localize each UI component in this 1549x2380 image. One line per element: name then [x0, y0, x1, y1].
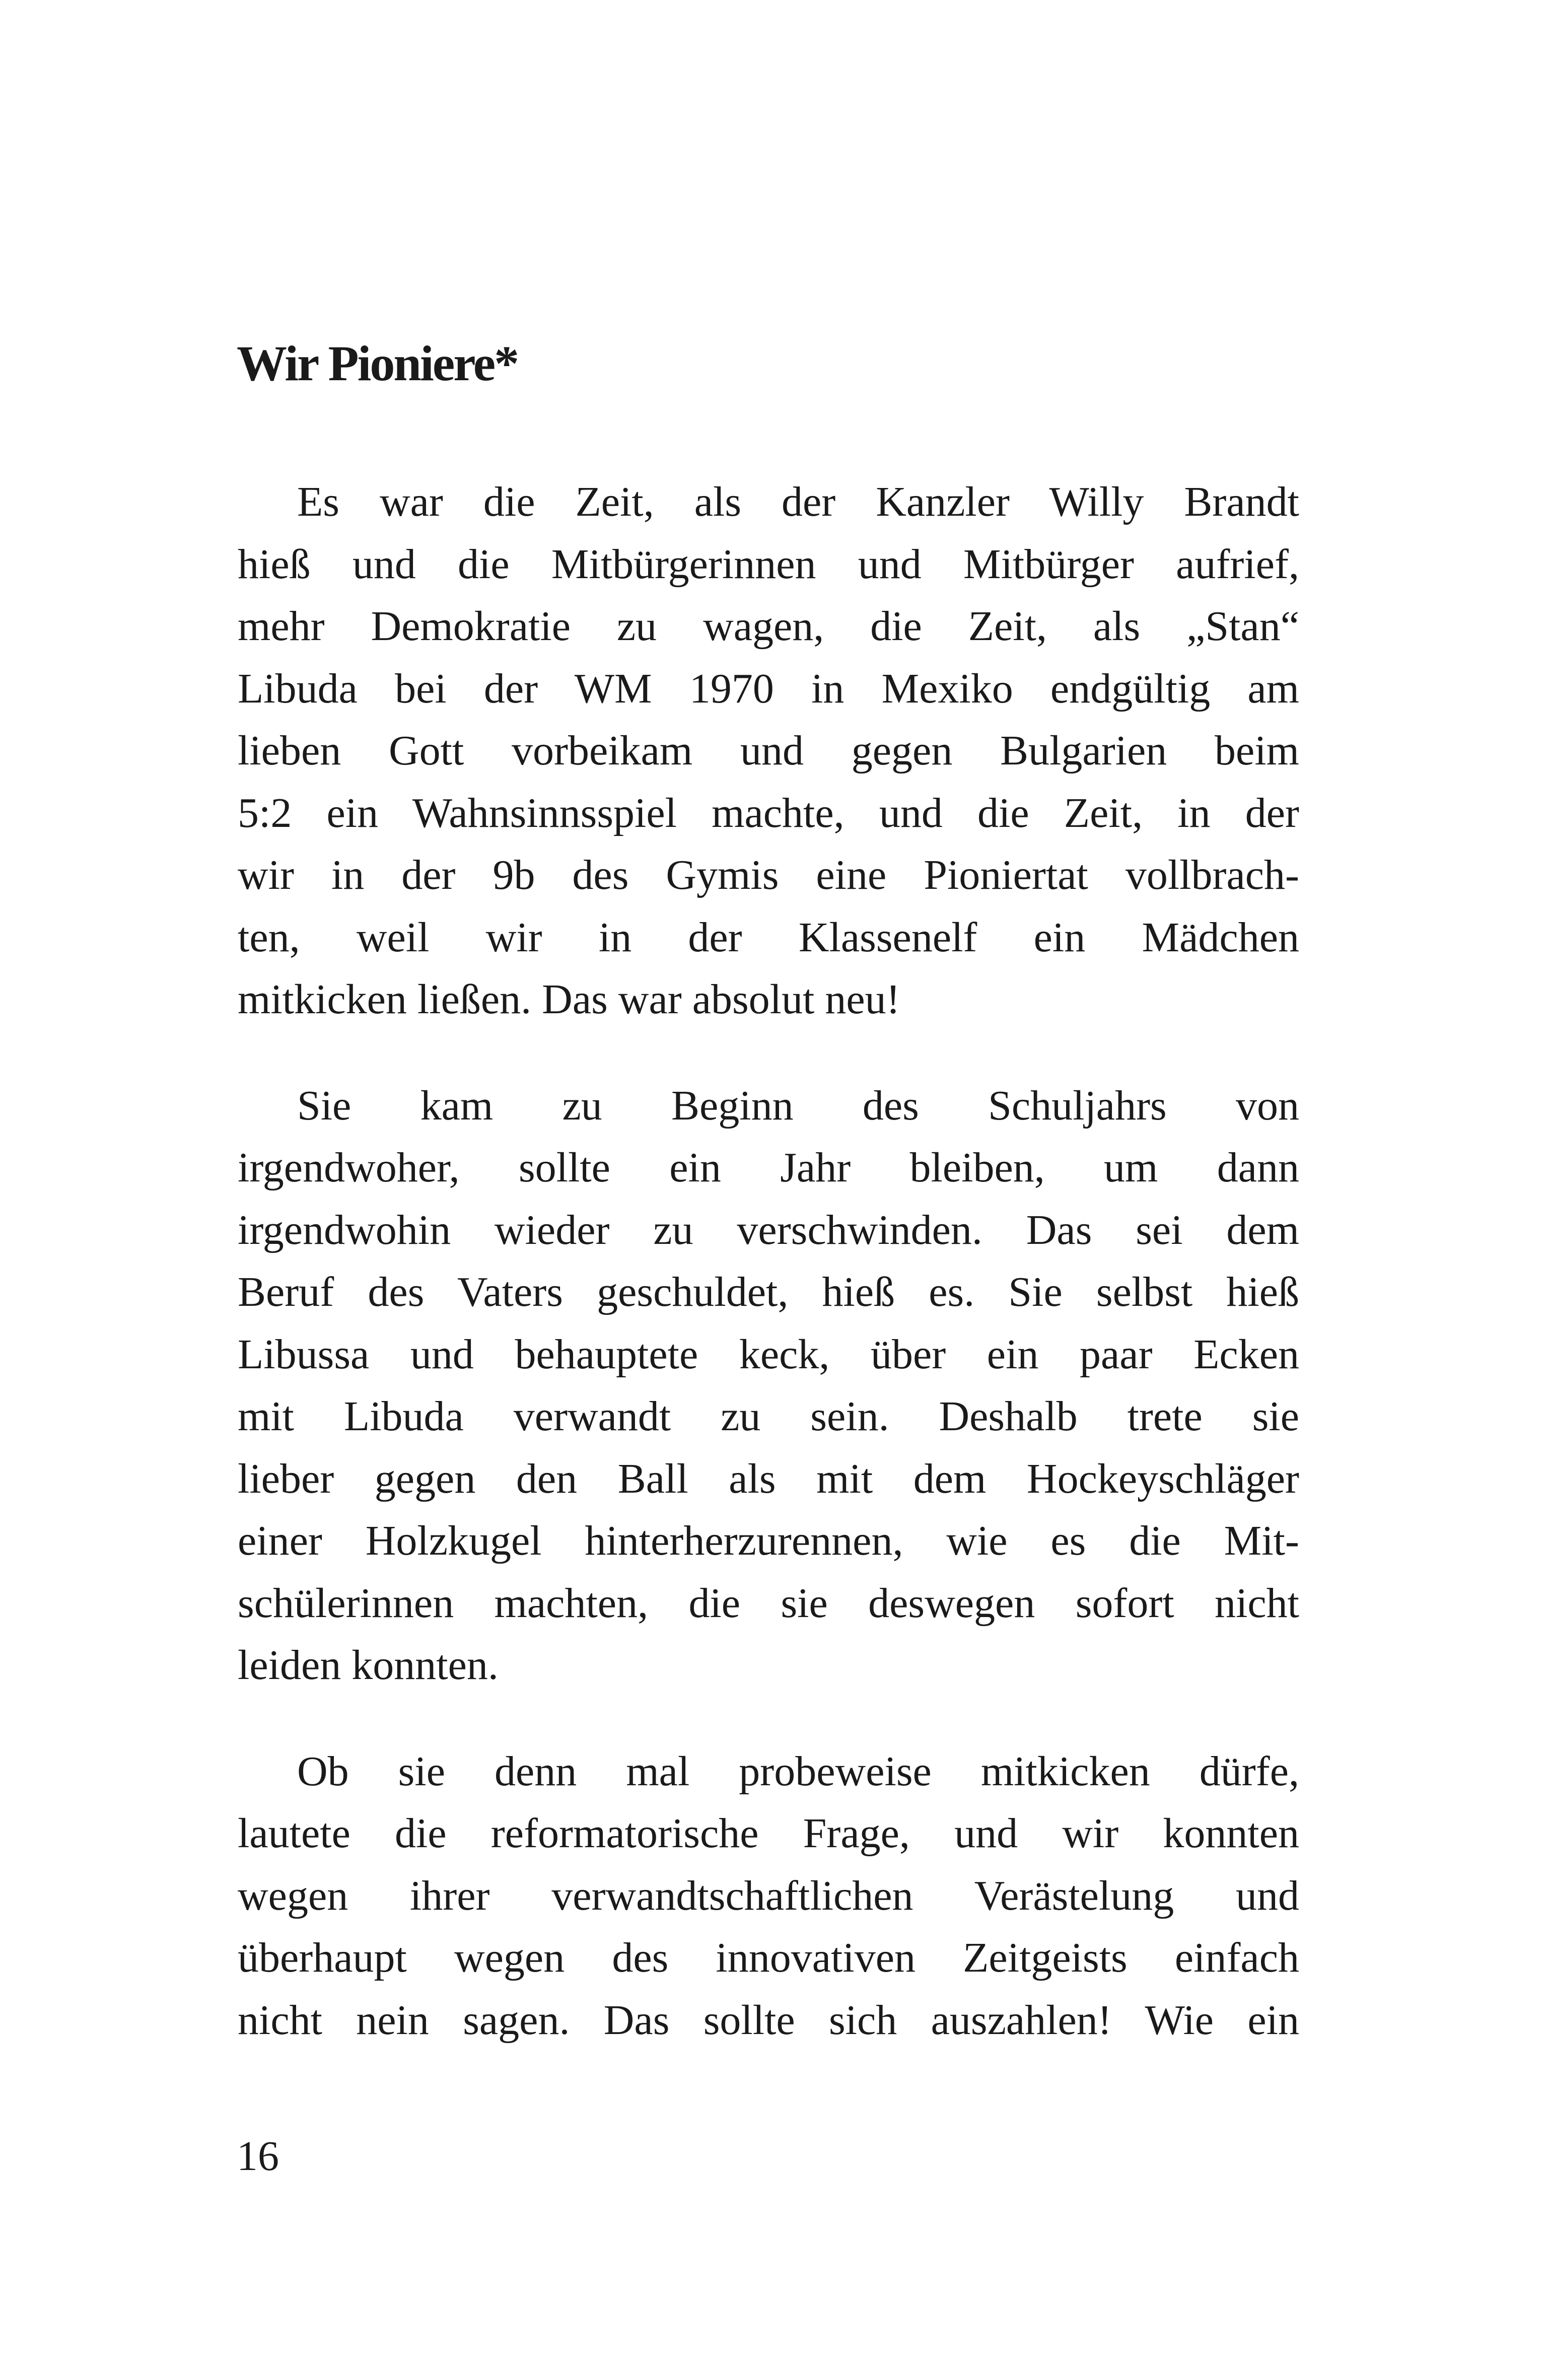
text-line: einer Holzkugel hinterherzurennen, wie es die Mit- — [238, 1517, 1299, 1564]
text-line: mit Libuda verwandt zu sein. Deshalb trete sie — [238, 1393, 1299, 1440]
paragraph-1 — [238, 471, 1299, 1031]
paragraph-3 — [238, 1740, 1299, 2052]
text-line: wegen ihrer verwandtschaftlichen Verästelung und — [238, 1872, 1299, 1919]
text-line: schülerinnen machten, die sie deswegen sofort nicht — [238, 1579, 1299, 1627]
text-line: mehr Demokratie zu wagen, die Zeit, als „Stan“ — [238, 603, 1299, 650]
text-line: Beruf des Vaters geschuldet, hieß es. Sie selbst hieß — [238, 1269, 1299, 1315]
text-line: Libussa und behauptete keck, über ein paar Ecken — [238, 1331, 1299, 1378]
text-line: Libuda bei der WM 1970 in Mexiko endgültig am — [238, 665, 1299, 712]
paragraph-2 — [238, 1075, 1299, 1697]
text-line: 5:2 ein Wahnsinnsspiel machte, und die Zeit, in der — [238, 789, 1299, 836]
chapter-title: Wir Pioniere* — [237, 335, 518, 391]
text-line: mitkicken ließen. Das war absolut neu! — [238, 976, 900, 1023]
text-line: überhaupt wegen des innovativen Zeitgeists einfach — [238, 1934, 1299, 1981]
text-line: irgendwohin wieder zu verschwinden. Das sei dem — [238, 1206, 1299, 1253]
text-line: ten, weil wir in der Klassenelf ein Mädchen — [238, 914, 1299, 961]
body-text — [238, 471, 1299, 2095]
text-line: Ob sie denn mal probeweise mitkicken dürfe, — [297, 1747, 1299, 1795]
text-line: leiden konnten. — [238, 1642, 499, 1689]
text-line: lieben Gott vorbeikam und gegen Bulgarien beim — [238, 727, 1299, 774]
text-line: nicht nein sagen. Das sollte sich auszahlen! Wie ein — [238, 1996, 1299, 2044]
text-line: Sie kam zu Beginn des Schuljahrs von — [297, 1082, 1299, 1129]
text-line: hieß und die Mitbürgerinnen und Mitbürger aufrief, — [238, 540, 1299, 588]
text-line: wir in der 9b des Gymis eine Pioniertat vollbrach- — [238, 852, 1299, 898]
text-line: lieber gegen den Ball als mit dem Hockeyschläger — [238, 1455, 1299, 1502]
text-line: lautete die reformatorische Frage, und wir konnten — [238, 1810, 1299, 1857]
text-line: irgendwoher, sollte ein Jahr bleiben, um dann — [238, 1144, 1299, 1191]
text-line: Es war die Zeit, als der Kanzler Willy Brandt — [297, 478, 1299, 525]
page-number: 16 — [237, 2133, 279, 2180]
